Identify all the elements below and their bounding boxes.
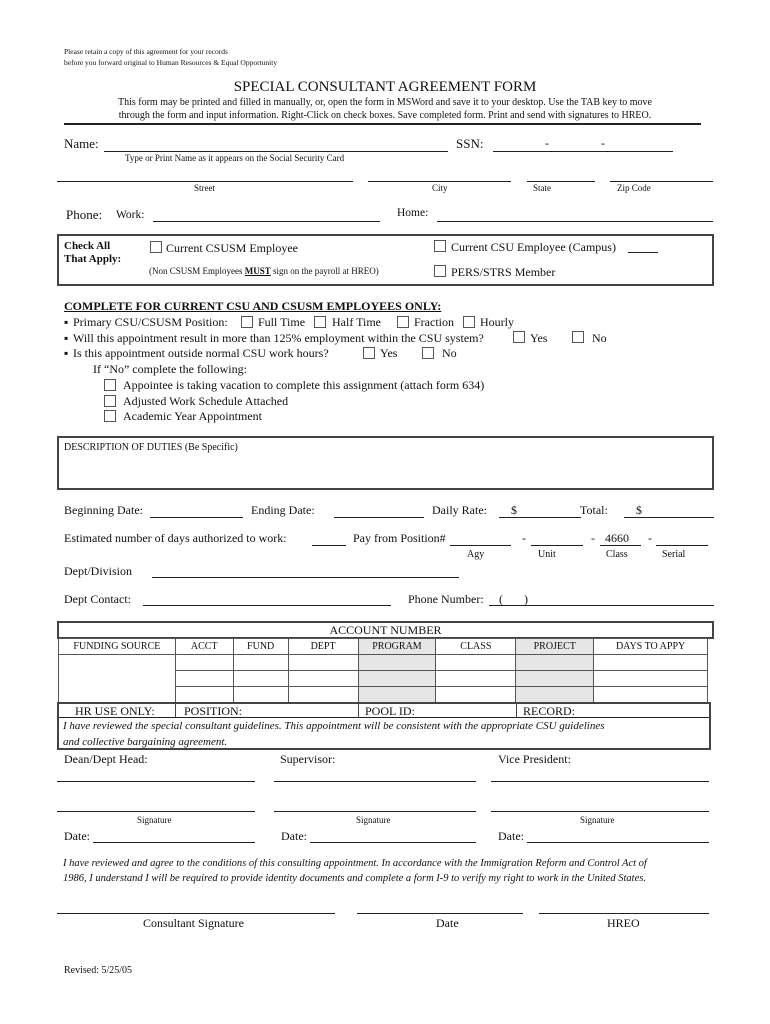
- vp-date-field[interactable]: [527, 842, 709, 843]
- col-fund: FUND: [233, 639, 288, 655]
- class-cell[interactable]: [436, 671, 516, 687]
- col-days-to-appy: DAYS TO APPY: [594, 639, 708, 655]
- q2-yes-checkbox[interactable]: [513, 331, 525, 343]
- supervisor-label: Supervisor:: [280, 752, 336, 766]
- fraction-label: Fraction: [414, 315, 454, 329]
- current-csu-label: Current CSU Employee (Campus): [451, 240, 616, 254]
- account-table: [58, 638, 708, 703]
- work-phone-field[interactable]: [153, 221, 380, 222]
- daily-rate-dollar: $: [511, 503, 517, 517]
- class-cell[interactable]: [436, 687, 516, 703]
- zip-field[interactable]: [610, 181, 713, 182]
- dept-contact-label: Dept Contact:: [64, 592, 131, 606]
- beginning-date-label: Beginning Date:: [64, 503, 143, 517]
- project-cell[interactable]: [516, 671, 594, 687]
- vp-signature-field[interactable]: [491, 811, 709, 812]
- vp-label: Vice President:: [498, 752, 571, 766]
- title-divider: [64, 123, 701, 125]
- agy-label: Agy: [467, 549, 485, 560]
- program-cell[interactable]: [358, 671, 436, 687]
- days-cell[interactable]: [594, 671, 708, 687]
- q3-bullet: ▪: [64, 346, 69, 360]
- project-cell[interactable]: [516, 655, 594, 671]
- q1-bullet: ▪: [64, 315, 69, 329]
- name-hint: Type or Print Name as it appears on the Social Security Card: [125, 153, 345, 163]
- full-time-checkbox[interactable]: [241, 316, 253, 328]
- days-authorized-field[interactable]: [312, 545, 346, 546]
- work-phone-label: Work:: [116, 209, 145, 221]
- q2-no-checkbox[interactable]: [572, 331, 584, 343]
- pers-checkbox[interactable]: [434, 265, 446, 277]
- name-label: Name:: [64, 136, 99, 151]
- funding-source-cell[interactable]: [59, 655, 176, 703]
- adjusted-schedule-checkbox[interactable]: [104, 395, 116, 407]
- supervisor-signature-label: Signature: [356, 815, 391, 825]
- program-cell[interactable]: [358, 687, 436, 703]
- class-label: Class: [606, 549, 628, 560]
- acct-cell[interactable]: [175, 655, 233, 671]
- serial-label: Serial: [662, 549, 686, 560]
- supervisor-signature-field[interactable]: [274, 811, 476, 812]
- if-no-label: If “No” complete the following:: [93, 362, 247, 376]
- col-dept: DEPT: [288, 639, 358, 655]
- q2-label: Will this appointment result in more than 125% employment within the CSU system?: [73, 331, 484, 345]
- campus-field[interactable]: [628, 252, 658, 253]
- dean-signature-label: Signature: [137, 815, 172, 825]
- non-csusm-note: [149, 266, 379, 276]
- q3-yes-checkbox[interactable]: [363, 347, 375, 359]
- street-label: Street: [194, 183, 215, 193]
- vp-name-field[interactable]: [491, 781, 709, 782]
- dept-division-label: Dept/Division: [64, 564, 132, 578]
- fund-cell[interactable]: [233, 655, 288, 671]
- fund-cell[interactable]: [233, 671, 288, 687]
- col-class: CLASS: [436, 639, 516, 655]
- that-apply-label: That Apply:: [64, 253, 122, 265]
- col-project: PROJECT: [516, 639, 594, 655]
- consultant-signature-label: Consultant Signature: [143, 916, 244, 930]
- retain-note: Please retain a copy of this agreement for your records: [64, 47, 228, 56]
- forward-note: before you forward original to Human Resources & Equal Opportunity: [64, 58, 278, 67]
- home-phone-field[interactable]: [437, 221, 713, 222]
- name-field[interactable]: [104, 151, 448, 152]
- vacation-label: Appointee is taking vacation to complete this assignment (attach form 634): [123, 378, 485, 392]
- dept-contact-field[interactable]: [143, 605, 391, 606]
- pay-from-label: Pay from Position#: [353, 531, 446, 545]
- dean-name-field[interactable]: [57, 781, 255, 782]
- serial-field[interactable]: [656, 545, 708, 546]
- phone-number-field[interactable]: [489, 605, 714, 606]
- unit-label: Unit: [538, 549, 556, 560]
- complete-heading: COMPLETE FOR CURRENT CSU AND CSUSM EMPLOYEES ONLY:: [64, 299, 442, 313]
- q2-yes-label: Yes: [530, 331, 548, 345]
- class-field[interactable]: [600, 545, 641, 546]
- hr-sep-2: [358, 703, 359, 717]
- hourly-checkbox[interactable]: [463, 316, 475, 328]
- phone-label: Phone:: [66, 207, 103, 222]
- hr-record-label: RECORD:: [523, 704, 576, 718]
- dean-signature-field[interactable]: [57, 811, 255, 812]
- academic-year-label: Academic Year Appointment: [123, 409, 262, 423]
- half-time-label: Half Time: [332, 315, 382, 329]
- pos-dash-1: -: [522, 531, 526, 545]
- instructions-line1: This form may be printed and filled in manually, or, open the form in MSWord and save it to your desktop. Use the TAB key to move: [117, 97, 652, 108]
- supervisor-date-field[interactable]: [310, 842, 476, 843]
- non-csusm-note-post: sign on the payroll at HREO): [270, 266, 379, 276]
- ending-date-field[interactable]: [334, 517, 424, 518]
- q3-label: Is this appointment outside normal CSU work hours?: [73, 346, 329, 360]
- non-csusm-note-pre: (Non CSUSM Employees: [149, 266, 245, 276]
- class-cell[interactable]: [436, 655, 516, 671]
- revised-date: Revised: 5/25/05: [64, 965, 133, 976]
- dept-division-field[interactable]: [152, 577, 459, 578]
- hr-use-label: HR USE ONLY:: [75, 704, 155, 718]
- ssn-label: SSN:: [456, 136, 484, 151]
- home-phone-label: Home:: [397, 207, 429, 219]
- hr-review-line1: I have reviewed the special consultant guidelines. This appointment will be consistent with the appropriate CSU guidelines: [63, 720, 605, 732]
- account-row: [59, 655, 708, 671]
- vp-date-label: Date:: [498, 829, 524, 843]
- hreo-signature-field[interactable]: [539, 913, 709, 914]
- consultant-signature-field[interactable]: [57, 913, 335, 914]
- phone-number-label: Phone Number:: [408, 592, 484, 606]
- fund-cell[interactable]: [233, 687, 288, 703]
- academic-year-checkbox[interactable]: [104, 410, 116, 422]
- class-value: 4660: [605, 531, 629, 545]
- col-funding-source: FUNDING SOURCE: [59, 639, 176, 655]
- ssn-field[interactable]: [493, 151, 673, 152]
- dept-cell[interactable]: [288, 671, 358, 687]
- hr-sep-1: [175, 703, 176, 717]
- dean-date-label: Date:: [64, 829, 90, 843]
- hourly-label: Hourly: [480, 315, 514, 329]
- supervisor-date-label: Date:: [281, 829, 307, 843]
- daily-rate-label: Daily Rate:: [432, 503, 487, 517]
- q3-yes-label: Yes: [380, 346, 398, 360]
- hr-pool-id-label: POOL ID:: [365, 704, 415, 718]
- dean-label: Dean/Dept Head:: [64, 752, 148, 766]
- city-label: City: [432, 183, 448, 193]
- col-program: PROGRAM: [358, 639, 436, 655]
- duties-label: DESCRIPTION OF DUTIES (Be Specific): [64, 442, 238, 453]
- form-title: SPECIAL CONSULTANT AGREEMENT FORM: [233, 79, 537, 95]
- current-csusm-checkbox[interactable]: [150, 241, 162, 253]
- days-cell[interactable]: [594, 655, 708, 671]
- pers-label: PERS/STRS Member: [451, 265, 556, 279]
- total-field[interactable]: [624, 517, 714, 518]
- consultant-date-label: Date: [436, 916, 459, 930]
- unit-field[interactable]: [531, 545, 583, 546]
- agy-field[interactable]: [450, 545, 511, 546]
- total-dollar: $: [636, 503, 642, 517]
- acct-cell[interactable]: [175, 671, 233, 687]
- current-csusm-label: Current CSUSM Employee: [166, 241, 298, 255]
- zip-label: Zip Code: [617, 183, 651, 193]
- hr-position-label: POSITION:: [184, 704, 243, 718]
- days-authorized-label: Estimated number of days authorized to work:: [64, 531, 287, 545]
- agreement-line1: I have reviewed and agree to the conditions of this consulting appointment. In accordance with the Immigration Reform and Control Act of: [63, 858, 647, 869]
- adjusted-schedule-label: Adjusted Work Schedule Attached: [123, 394, 289, 408]
- supervisor-name-field[interactable]: [274, 781, 476, 782]
- col-acct: ACCT: [175, 639, 233, 655]
- street-field[interactable]: [57, 181, 353, 182]
- hr-sep-3: [516, 703, 517, 717]
- vp-signature-label: Signature: [580, 815, 615, 825]
- hreo-label: HREO: [607, 916, 640, 930]
- q3-no-checkbox[interactable]: [422, 347, 434, 359]
- total-label: Total:: [580, 503, 608, 517]
- instructions-line2: through the form and input information. Right-Click on check boxes. Save completed form. Print and send with signatures to HREO.: [118, 110, 652, 121]
- dept-cell[interactable]: [288, 687, 358, 703]
- consultant-date-field[interactable]: [357, 913, 523, 914]
- ssn-dash-2: -: [601, 136, 605, 150]
- account-header-row: [59, 639, 708, 655]
- project-cell[interactable]: [516, 687, 594, 703]
- q2-no-label: No: [592, 331, 607, 345]
- vacation-checkbox[interactable]: [104, 379, 116, 391]
- ssn-dash-1: -: [545, 136, 549, 150]
- q3-no-label: No: [442, 346, 457, 360]
- pos-dash-2: -: [591, 531, 595, 545]
- account-number-header: ACCOUNT NUMBER: [329, 623, 442, 637]
- state-field[interactable]: [527, 181, 595, 182]
- beginning-date-field[interactable]: [150, 517, 243, 518]
- daily-rate-field[interactable]: [499, 517, 581, 518]
- ending-date-label: Ending Date:: [251, 503, 315, 517]
- phone-number-parens: ( ): [499, 592, 528, 606]
- dept-cell[interactable]: [288, 655, 358, 671]
- q1-label: Primary CSU/CSUSM Position:: [73, 315, 228, 329]
- non-csusm-note-must: MUST: [244, 266, 271, 276]
- current-csu-checkbox[interactable]: [434, 240, 446, 252]
- days-cell[interactable]: [594, 687, 708, 703]
- pos-dash-3: -: [648, 531, 652, 545]
- fraction-checkbox[interactable]: [397, 316, 409, 328]
- check-all-label: Check All: [64, 240, 111, 252]
- city-field[interactable]: [368, 181, 511, 182]
- q2-bullet: ▪: [64, 331, 69, 345]
- state-label: State: [533, 183, 551, 193]
- acct-cell[interactable]: [175, 687, 233, 703]
- program-cell[interactable]: [358, 655, 436, 671]
- dean-date-field[interactable]: [93, 842, 255, 843]
- half-time-checkbox[interactable]: [314, 316, 326, 328]
- hr-review-line2: and collective bargaining agreement.: [63, 736, 228, 748]
- full-time-label: Full Time: [258, 315, 306, 329]
- agreement-line2: 1986, I understand I will be required to provide identity documents and complete a form I-9 to verify my right to work in the United States.: [63, 873, 646, 884]
